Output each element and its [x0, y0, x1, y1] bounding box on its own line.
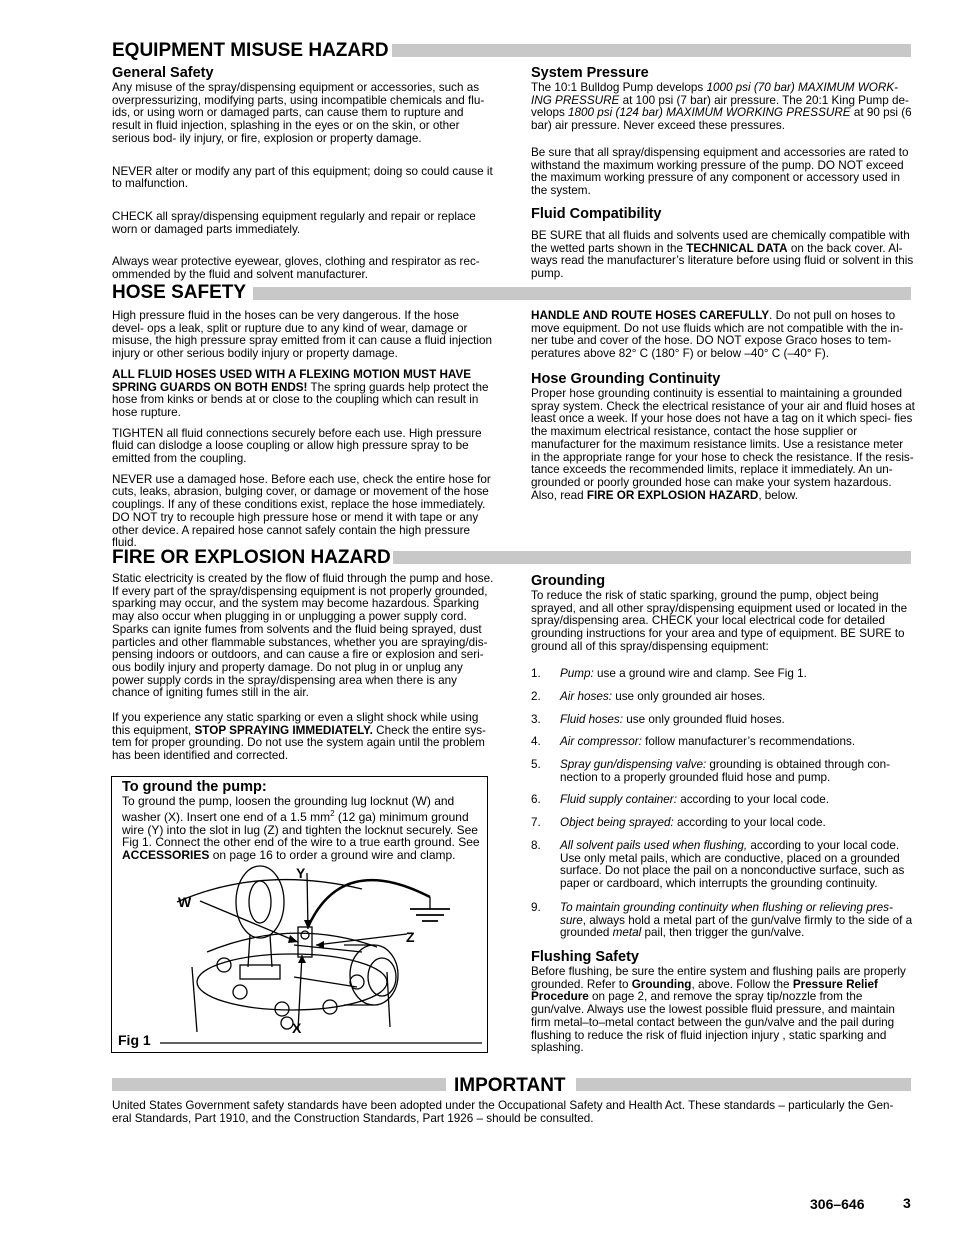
pump-grounding-illustration [112, 777, 486, 1051]
paragraph: NEVER alter or modify any part of this equipment; doing so could cause it to malfunction. [112, 164, 493, 191]
page-number: 3 [903, 1195, 911, 1211]
section-title-rule [393, 551, 911, 564]
paragraph: Proper hose grounding continuity is essential to maintaining a grounded spray system. Check the electrical resistance of your air and fluid hoses at least once a week. If your hose does not have a tag on it which speci- fies the maximum electrical resistance, contact the hose supplier or manufacturer for the maximum resistance limits. Use a resistance meter in the appropriate range for your hose to check the resistance. If the resis- tance exceeds the recommended limits, replace it immediately. An un- grounded or poorly grounded hose can make your system hazardous. Also, read FIRE OR EXPLOSION HAZARD, below. [531, 387, 915, 502]
paragraph: Static electricity is created by the flow of fluid through the pump and hose. If every part of the spray/dispensing equipment is not properly grounded, sparking may occur, and the system may become hazardous. Sparking may also occur when plugging in or unplugging a power supply cord. Sparks can ignite fumes from solvents and the fluid being sprayed, dust particles and other flammable substances, whether you are spraying/dis- pensing indoors or outdoors, and can cause a fire or explosion and seri- ous bodily injury and property damage. Do not plug in or unplug any power supply cords in the spray/dispensing area when there is any chance of igniting fumes still in the air. [112, 572, 494, 700]
heading-fluid-compatibility: Fluid Compatibility [531, 206, 662, 222]
section-title-important: IMPORTANT [454, 1075, 566, 1096]
paragraph: To reduce the risk of static sparking, ground the pump, object being sprayed, and all other spray/dispensing equipment used or located in the spray/dispensing area. CHECK your local electrical code for detailed grounding instructions for your area and type of equipment. BE SURE to ground all of this spray/dispensing equipment: [531, 589, 908, 653]
paragraph: Be sure that all spray/dispensing equipment and accessories are rated to withstand the maximum working pressure of the pump. DO NOT exceed the maximum working pressure of any component or accessory used in the system. [531, 145, 909, 197]
hose-grounding-body [531, 388, 915, 502]
paragraph: High pressure fluid in the hoses can be very dangerous. If the hose devel- ops a leak, split or rupture due to any kind of wear, damage or misuse, the high pressure spray emitted from it can cause a fluid injection injury or other serious bodily injury or property damage. [112, 309, 493, 361]
fluid-compatibility-body [531, 230, 915, 281]
paragraph: TIGHTEN all fluid connections securely before each use. High pressure fluid can dislodge a loose coupling or allow high pressure spray to be emitted from the coupling. [112, 426, 482, 466]
heading-flushing-safety: Flushing Safety [531, 949, 639, 965]
section-title-rule [392, 44, 911, 57]
flushing-safety-body [531, 966, 915, 1055]
important-rule-right [576, 1078, 911, 1091]
grounding-intro [531, 590, 915, 654]
hose-handling-paragraph [531, 310, 915, 361]
grounding-item-3: 3. Fluid hoses: use only grounded fluid hoses. [531, 713, 785, 726]
section-title-fire-explosion: FIRE OR EXPLOSION HAZARD [112, 547, 391, 568]
system-pressure-body [531, 82, 915, 198]
document-number: 306–646 [810, 1196, 865, 1212]
paragraph: BE SURE that all fluids and solvents used are chemically compatible with the wetted parts shown in the TECHNICAL DATA on the back cover. Al- ways read the manufacturer’s literature before using fluid or solvent in this pump. [531, 229, 914, 281]
paragraph: Always wear protective eyewear, gloves, clothing and respirator as rec- ommended by the fluid and solvent manufacturer. [112, 255, 480, 282]
grounding-item-6: 6. Fluid supply container: according to your local code. [531, 793, 829, 806]
heading-general-safety: General Safety [112, 65, 214, 81]
section-title-equipment-misuse: EQUIPMENT MISUSE HAZARD [112, 40, 389, 61]
label-z: Z [406, 929, 415, 945]
figure-heading: To ground the pump: [122, 779, 267, 795]
paragraph: Before flushing, be sure the entire system and flushing pails are properly grounded. Refer to Grounding, above. Follow the Pressure Relief Procedure on page 2, and remove the spray tip/nozzle from the gun/valve. Always use the lowest possible fluid pressure, and maintain firm metal–to–metal contact between the gun/valve and the pail during flushing to reduce the risk of fluid injection injury , static sparking and splashing. [531, 965, 906, 1055]
grounding-item-7: 7. Object being sprayed: according to your local code. [531, 816, 826, 829]
important-rule-left [112, 1078, 446, 1091]
paragraph: HANDLE AND ROUTE HOSES CAREFULLY. Do not pull on hoses to move equipment. Do not use fluids which are not compatible with the in- ner tube and cover of the hose. DO NOT expose Graco hoses to tem- peratures above 82° C (180° F) or below –40° C (–40° F). [531, 309, 904, 361]
grounding-item-2: 2. Air hoses: use only grounded air hoses. [531, 690, 766, 703]
grounding-item-9: 9. To maintain grounding continuity when flushing or relieving pres- sure, always hold a metal part of the gun/valve firmly to the side of a grounded metal pail, then trigger the gun/valve. [531, 901, 913, 940]
heading-hose-grounding-continuity: Hose Grounding Continuity [531, 371, 721, 387]
grounding-item-4: 4. Air compressor: follow manufacturer’s recommendations. [531, 735, 856, 748]
figure-caption: Fig 1 [118, 1032, 151, 1048]
paragraph: CHECK all spray/dispensing equipment regularly and repair or replace worn or damaged parts immediately. [112, 209, 476, 236]
general-safety-body [112, 82, 494, 282]
paragraph: The 10:1 Bulldog Pump develops 1000 psi (70 bar) MAXIMUM WORK- ING PRESSURE at 100 psi (7 bar) air pressure. The 20:1 King Pump de- velops 1800 psi (124 bar) MAXIMUM WORKING PRESSURE at 90 psi (6 bar) air pressure. Never exceed these pressures. [531, 81, 912, 133]
fire-explosion-body [112, 573, 494, 763]
paragraph: Any misuse of the spray/dispensing equipment or accessories, such as overpressurizing, modifying parts, using incompatible chemicals and flu- ids, or using worn or damaged parts, can cause them to rupture and result in fluid injection, splashing in the eyes or on the skin, or other serious bod- ily injury, or fire, explosion or property damage. [112, 81, 485, 145]
label-x: X [292, 1020, 302, 1036]
section-title-rule [253, 287, 911, 300]
label-w: W [178, 894, 192, 910]
figure-ground-pump [111, 776, 488, 1053]
paragraph: NEVER use a damaged hose. Before each use, check the entire hose for cuts, leaks, abrasion, bulging cover, or damage or movement of the hose couplings. If any of these conditions exist, replace the hose immediately. DO NOT try to recouple high pressure hose or mend it with tape or any other device. A repaired hose cannot safely contain the high pressure fluid. [112, 472, 491, 550]
grounding-item-1: 1. Pump: use a ground wire and clamp. See Fig 1. [531, 667, 807, 680]
heading-grounding: Grounding [531, 573, 606, 589]
grounding-item-8: 8. All solvent pails used when flushing, according to your local code. Use only metal pails, which are conductive, placed on a grounded surface. Do not place the pail on a nonconductive surface, such as paper or cardboard, which interrupts the grounding continuity. [531, 839, 905, 891]
paragraph: ALL FLUID HOSES USED WITH A FLEXING MOTION MUST HAVE SPRING GUARDS ON BOTH ENDS! The spring guards help protect the hose from kinks or bends at or close to the coupling which can result in hose rupture. [112, 367, 489, 419]
heading-system-pressure: System Pressure [531, 65, 649, 81]
hose-safety-left-column [112, 310, 494, 550]
label-y: Y [296, 865, 306, 881]
paragraph: To ground the pump, loosen the grounding lug locknut (W) and washer (X). Insert one end of a 1.5 $mm^2$ (12 ga) minimum ground wire (Y) into the slot in lug (Z) and tighten the locknut securely. See Fig 1. Connect the other end of the wire to a true earth ground. See ACCESSORIES on page 16 to order a ground wire and clamp. [122, 794, 480, 863]
section-title-hose-safety: HOSE SAFETY [112, 282, 247, 303]
important-body [112, 1100, 912, 1125]
paragraph: If you experience any static sparking or even a slight shock while using this equipment, STOP SPRAYING IMMEDIATELY. Check the entire sys- tem for proper grounding. Do not use the system again until the problem has been identified and corrected. [112, 711, 486, 763]
paragraph: United States Government safety standards have been adopted under the Occupational Safety and Health Act. These standards – particularly the Gen- eral Standards, Part 1910, and the Construction Standards, Part 1926 – should be consulted. [112, 1099, 894, 1125]
grounding-item-5: 5. Spray gun/dispensing valve: grounding is obtained through con- nection to a properly grounded fluid hose and pump. [531, 758, 891, 784]
